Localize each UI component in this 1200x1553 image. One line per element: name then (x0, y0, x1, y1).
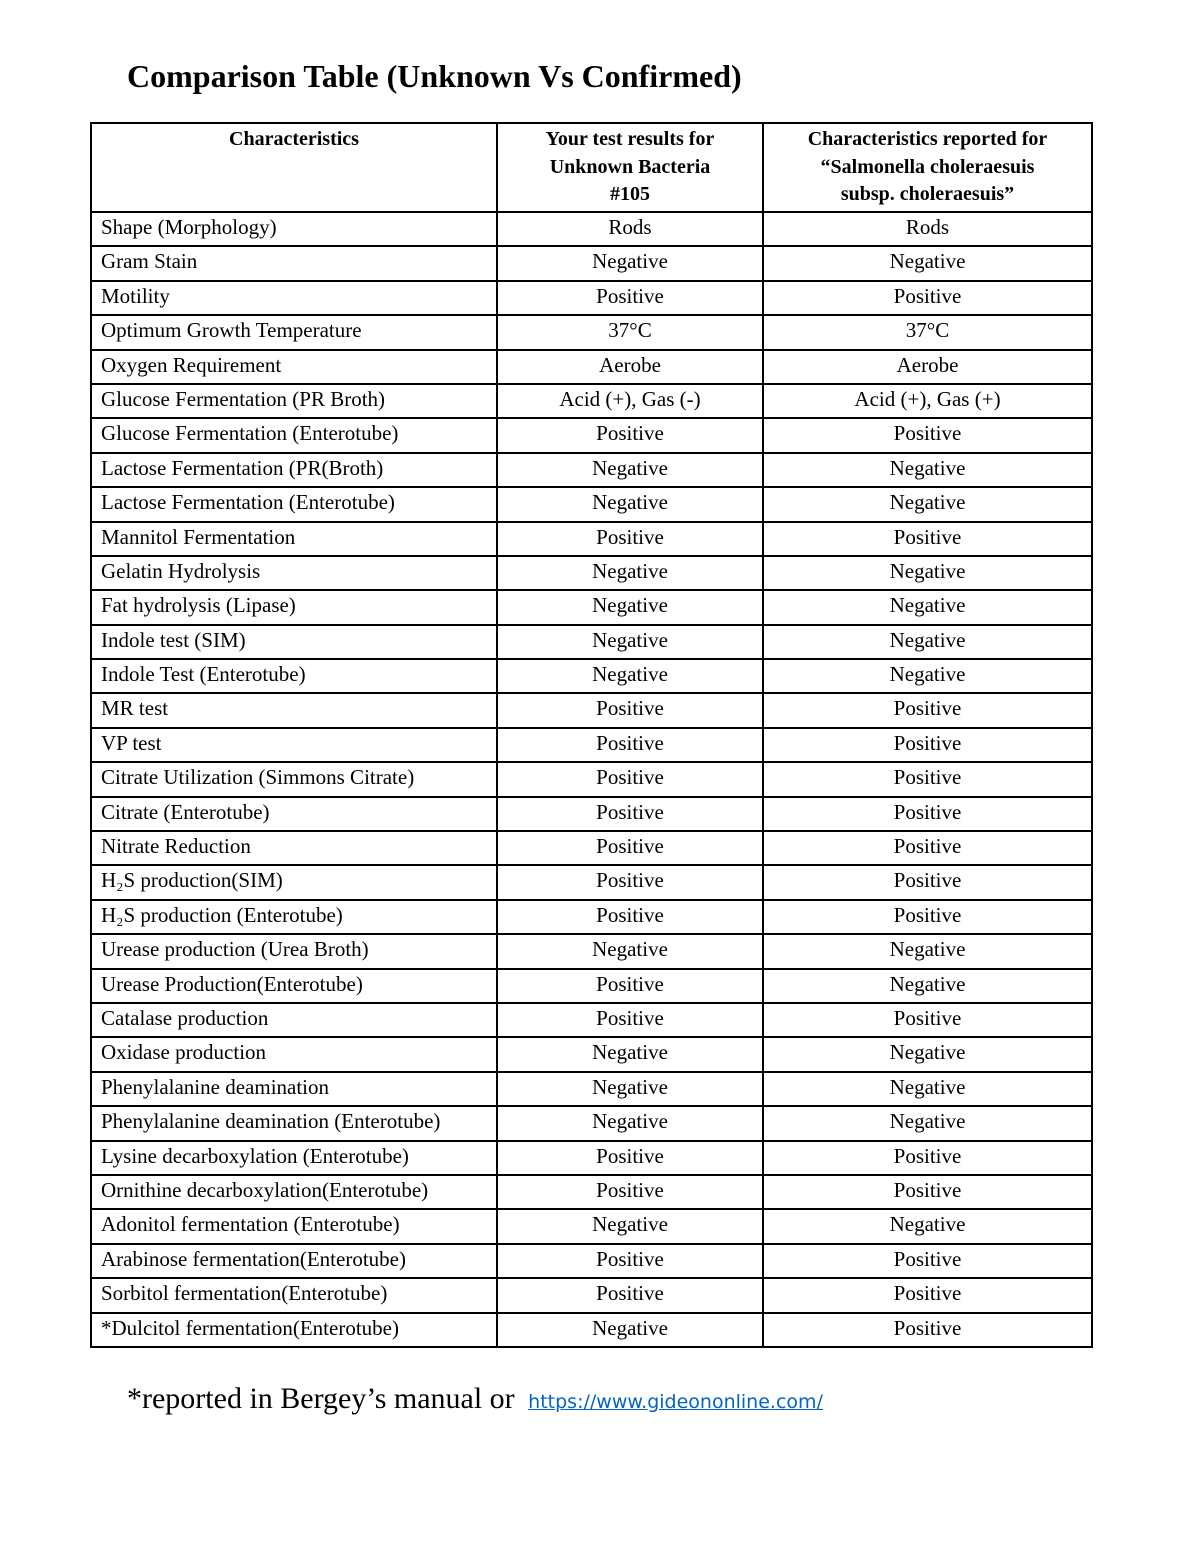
cell-unknown-result: Negative (497, 659, 763, 693)
table-row (91, 590, 1092, 624)
cell-unknown-result: Positive (497, 900, 763, 934)
header-unknown-line-2: Unknown Bacteria (549, 155, 711, 178)
table-row (91, 418, 1092, 452)
header-unknown-results (497, 123, 763, 212)
table-row (91, 762, 1092, 796)
cell-unknown-result: Positive (497, 693, 763, 727)
comparison-table (90, 122, 1093, 1348)
cell-unknown-result: Positive (497, 1244, 763, 1278)
header-unknown-line-1: Your test results for (545, 128, 715, 150)
cell-characteristic: Optimum Growth Temperature (91, 315, 497, 349)
table-row (91, 212, 1092, 246)
footnote-text: *reported in Bergey’s manual or (127, 1382, 515, 1415)
cell-characteristic: Lactose Fermentation (PR(Broth) (91, 453, 497, 487)
table-row (91, 900, 1092, 934)
cell-characteristic: Motility (91, 281, 497, 315)
header-reported-characteristics (763, 123, 1092, 212)
cell-characteristic: Indole test (SIM) (91, 625, 497, 659)
cell-unknown-result: Negative (497, 590, 763, 624)
cell-reported-result: Negative (763, 1037, 1092, 1071)
cell-characteristic: Oxygen Requirement (91, 350, 497, 384)
table-row (91, 1141, 1092, 1175)
cell-unknown-result: Positive (497, 762, 763, 796)
table-row (91, 659, 1092, 693)
cell-reported-result: Negative (763, 934, 1092, 968)
cell-reported-result: Positive (763, 1003, 1092, 1037)
header-reported-line-2: “Salmonella choleraesuis (820, 155, 1035, 178)
table-row (91, 384, 1092, 418)
table-row (91, 522, 1092, 556)
table-row (91, 969, 1092, 1003)
cell-characteristic: H₂S production (Enterotube) (91, 900, 497, 934)
cell-reported-result: Negative (763, 969, 1092, 1003)
header-unknown-line-3: #105 (610, 183, 650, 205)
cell-unknown-result: Negative (497, 934, 763, 968)
cell-reported-result: Negative (763, 453, 1092, 487)
cell-reported-result: Positive (763, 1313, 1092, 1347)
table-row (91, 1278, 1092, 1312)
header-characteristics-label: Characteristics (229, 128, 359, 150)
table-row (91, 865, 1092, 899)
cell-reported-result: Positive (763, 522, 1092, 556)
header-reported-line-1: Characteristics reported for (807, 128, 1048, 150)
cell-characteristic: Nitrate Reduction (91, 831, 497, 865)
cell-characteristic: Indole Test (Enterotube) (91, 659, 497, 693)
table-row (91, 246, 1092, 280)
header-characteristics (91, 123, 497, 212)
cell-reported-result: Positive (763, 418, 1092, 452)
table-row (91, 1072, 1092, 1106)
cell-characteristic: Urease Production(Enterotube) (91, 969, 497, 1003)
cell-characteristic: MR test (91, 693, 497, 727)
cell-unknown-result: Negative (497, 1209, 763, 1243)
table-row (91, 1037, 1092, 1071)
gideon-link[interactable]: https://www.gideononline.com/ (528, 1391, 823, 1413)
cell-reported-result: Positive (763, 900, 1092, 934)
cell-reported-result: Acid (+), Gas (+) (763, 384, 1092, 418)
cell-characteristic: Glucose Fermentation (Enterotube) (91, 418, 497, 452)
table-row (91, 728, 1092, 762)
table-row (91, 453, 1092, 487)
cell-characteristic: VP test (91, 728, 497, 762)
cell-unknown-result: Negative (497, 487, 763, 521)
cell-reported-result: Negative (763, 556, 1092, 590)
cell-reported-result: Negative (763, 487, 1092, 521)
table-row (91, 1209, 1092, 1243)
cell-unknown-result: Negative (497, 1313, 763, 1347)
cell-reported-result: Negative (763, 590, 1092, 624)
cell-unknown-result: Aerobe (497, 350, 763, 384)
cell-reported-result: Positive (763, 831, 1092, 865)
cell-characteristic: H₂S production(SIM) (91, 865, 497, 899)
table-row (91, 625, 1092, 659)
cell-characteristic: Lactose Fermentation (Enterotube) (91, 487, 497, 521)
table-row (91, 1313, 1092, 1347)
cell-characteristic: Phenylalanine deamination (Enterotube) (91, 1106, 497, 1140)
cell-unknown-result: Negative (497, 246, 763, 280)
cell-unknown-result: Negative (497, 625, 763, 659)
cell-reported-result: Negative (763, 659, 1092, 693)
cell-reported-result: Positive (763, 865, 1092, 899)
table-row (91, 797, 1092, 831)
table-row (91, 315, 1092, 349)
footnote (127, 1380, 823, 1421)
cell-characteristic: Gelatin Hydrolysis (91, 556, 497, 590)
cell-reported-result: 37°C (763, 315, 1092, 349)
cell-unknown-result: Positive (497, 831, 763, 865)
cell-characteristic: Oxidase production (91, 1037, 497, 1071)
table-row (91, 1003, 1092, 1037)
cell-unknown-result: Positive (497, 1278, 763, 1312)
table-row (91, 1106, 1092, 1140)
cell-characteristic: Urease production (Urea Broth) (91, 934, 497, 968)
table-row (91, 281, 1092, 315)
cell-unknown-result: Positive (497, 1141, 763, 1175)
cell-characteristic: Mannitol Fermentation (91, 522, 497, 556)
cell-characteristic: Shape (Morphology) (91, 212, 497, 246)
cell-reported-result: Aerobe (763, 350, 1092, 384)
cell-characteristic: *Dulcitol fermentation(Enterotube) (91, 1313, 497, 1347)
cell-reported-result: Positive (763, 1278, 1092, 1312)
table-row (91, 350, 1092, 384)
cell-characteristic: Lysine decarboxylation (Enterotube) (91, 1141, 497, 1175)
cell-reported-result: Negative (763, 246, 1092, 280)
cell-unknown-result: Acid (+), Gas (-) (497, 384, 763, 418)
table-row (91, 487, 1092, 521)
table-row (91, 1175, 1092, 1209)
cell-unknown-result: Positive (497, 969, 763, 1003)
cell-reported-result: Negative (763, 625, 1092, 659)
cell-characteristic: Citrate Utilization (Simmons Citrate) (91, 762, 497, 796)
header-reported-line-3: subsp. choleraesuis” (840, 183, 1015, 205)
cell-unknown-result: 37°C (497, 315, 763, 349)
cell-characteristic: Glucose Fermentation (PR Broth) (91, 384, 497, 418)
cell-unknown-result: Positive (497, 797, 763, 831)
cell-unknown-result: Positive (497, 1175, 763, 1209)
table-body (91, 212, 1092, 1347)
cell-unknown-result: Positive (497, 865, 763, 899)
cell-reported-result: Negative (763, 1072, 1092, 1106)
cell-unknown-result: Negative (497, 453, 763, 487)
cell-characteristic: Ornithine decarboxylation(Enterotube) (91, 1175, 497, 1209)
table-row (91, 934, 1092, 968)
cell-characteristic: Catalase production (91, 1003, 497, 1037)
cell-reported-result: Positive (763, 281, 1092, 315)
cell-reported-result: Positive (763, 797, 1092, 831)
table-row (91, 693, 1092, 727)
cell-unknown-result: Negative (497, 556, 763, 590)
table-header-row (91, 123, 1092, 212)
cell-characteristic: Adonitol fermentation (Enterotube) (91, 1209, 497, 1243)
cell-unknown-result: Positive (497, 1003, 763, 1037)
cell-characteristic: Gram Stain (91, 246, 497, 280)
table-row (91, 831, 1092, 865)
cell-unknown-result: Positive (497, 418, 763, 452)
page-title: Comparison Table (Unknown Vs Confirmed) (127, 58, 742, 94)
cell-unknown-result: Negative (497, 1106, 763, 1140)
cell-reported-result: Positive (763, 762, 1092, 796)
cell-reported-result: Positive (763, 1141, 1092, 1175)
cell-unknown-result: Positive (497, 522, 763, 556)
cell-unknown-result: Negative (497, 1037, 763, 1071)
cell-reported-result: Positive (763, 1175, 1092, 1209)
cell-characteristic: Phenylalanine deamination (91, 1072, 497, 1106)
cell-reported-result: Positive (763, 1244, 1092, 1278)
cell-reported-result: Positive (763, 728, 1092, 762)
cell-characteristic: Citrate (Enterotube) (91, 797, 497, 831)
cell-reported-result: Positive (763, 693, 1092, 727)
cell-unknown-result: Negative (497, 1072, 763, 1106)
cell-reported-result: Rods (763, 212, 1092, 246)
cell-characteristic: Arabinose fermentation(Enterotube) (91, 1244, 497, 1278)
cell-reported-result: Negative (763, 1106, 1092, 1140)
cell-unknown-result: Positive (497, 728, 763, 762)
cell-characteristic: Fat hydrolysis (Lipase) (91, 590, 497, 624)
cell-unknown-result: Rods (497, 212, 763, 246)
table-row (91, 1244, 1092, 1278)
cell-characteristic: Sorbitol fermentation(Enterotube) (91, 1278, 497, 1312)
cell-reported-result: Negative (763, 1209, 1092, 1243)
table-row (91, 556, 1092, 590)
cell-unknown-result: Positive (497, 281, 763, 315)
